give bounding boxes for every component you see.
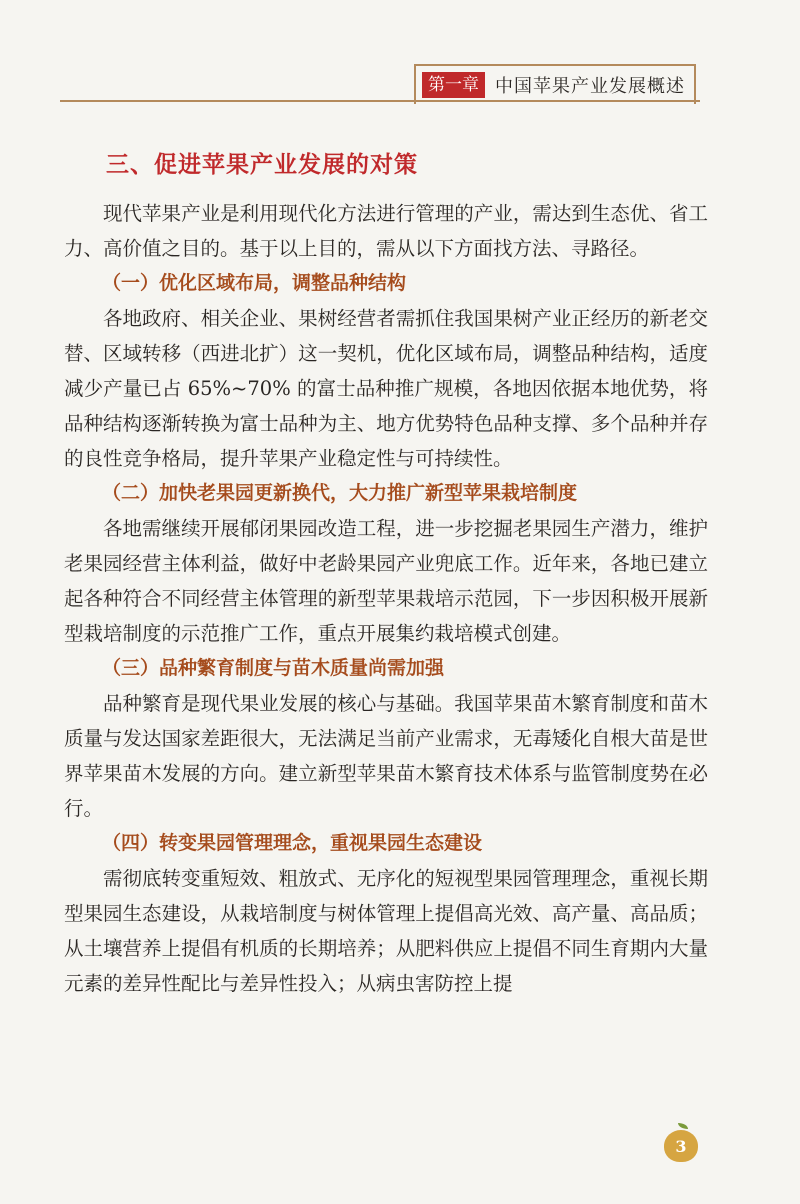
subsection-heading: （一）优化区域布局，调整品种结构 bbox=[102, 272, 407, 294]
section-title: 三、促进苹果产业发展的对策 bbox=[106, 152, 418, 178]
page-number: 3 bbox=[675, 1136, 687, 1156]
chapter-number: 第一章 bbox=[422, 72, 485, 98]
subsection-heading: （四）转变果园管理理念，重视果园生态建设 bbox=[102, 832, 483, 854]
paragraph: 各地需继续开展郁闭果园改造工程，进一步挖掘老果园生产潜力，维护老果园经营主体利益，做好中老龄果园产业兜底工作。近年来，各地已建立起各种符合不同经营主体管理的新型苹果栽培示范园，下一步因积极开展新型栽培制度的示范推广工作，重点开展集约栽培模式创建。 bbox=[64, 517, 708, 645]
paragraph: 需彻底转变重短效、粗放式、无序化的短视型果园管理理念，重视长期型果园生态建设，从栽培制度与树体管理上提倡高光效、高产量、高品质；从土壤营养上提倡有机质的长期培养；从肥料供应上提倡不同生育期内大量元素的差异性配比与差异性投入；从病虫害防控上提 bbox=[64, 867, 708, 995]
header-rule bbox=[60, 100, 700, 102]
chapter-label-box bbox=[414, 64, 696, 104]
chapter-title: 中国苹果产业发展概述 bbox=[495, 76, 685, 97]
page-number-badge bbox=[664, 1128, 698, 1164]
apple-leaf-icon bbox=[678, 1123, 688, 1129]
body-text bbox=[64, 196, 708, 1001]
subsection-heading: （二）加快老果园更新换代，大力推广新型苹果栽培制度 bbox=[102, 482, 578, 504]
paragraph: 各地政府、相关企业、果树经营者需抓住我国果树产业正经历的新老交替、区域转移（西进北扩）这一契机，优化区域布局，调整品种结构，适度减少产量已占 65%~70% 的富士品种推广规模，各地因依据本地优势，将品种结构逐渐转换为富士品种为主、地方优势特色品种支撑、多个品种并存的良性竞争格局，提升苹果产业稳定性与可持续性。 bbox=[64, 307, 708, 470]
paragraph: 现代苹果产业是利用现代化方法进行管理的产业，需达到生态优、省工力、高价值之目的。基于以上目的，需从以下方面找方法、寻路径。 bbox=[64, 202, 708, 260]
subsection-heading: （三）品种繁育制度与苗木质量尚需加强 bbox=[102, 657, 445, 679]
apple-icon bbox=[664, 1130, 698, 1162]
running-header bbox=[0, 0, 800, 110]
paragraph: 品种繁育是现代果业发展的核心与基础。我国苹果苗木繁育制度和苗木质量与发达国家差距很大，无法满足当前产业需求，无毒矮化自根大苗是世界苹果苗木发展的方向。建立新型苹果苗木繁育技术体系与监管制度势在必行。 bbox=[64, 692, 708, 820]
